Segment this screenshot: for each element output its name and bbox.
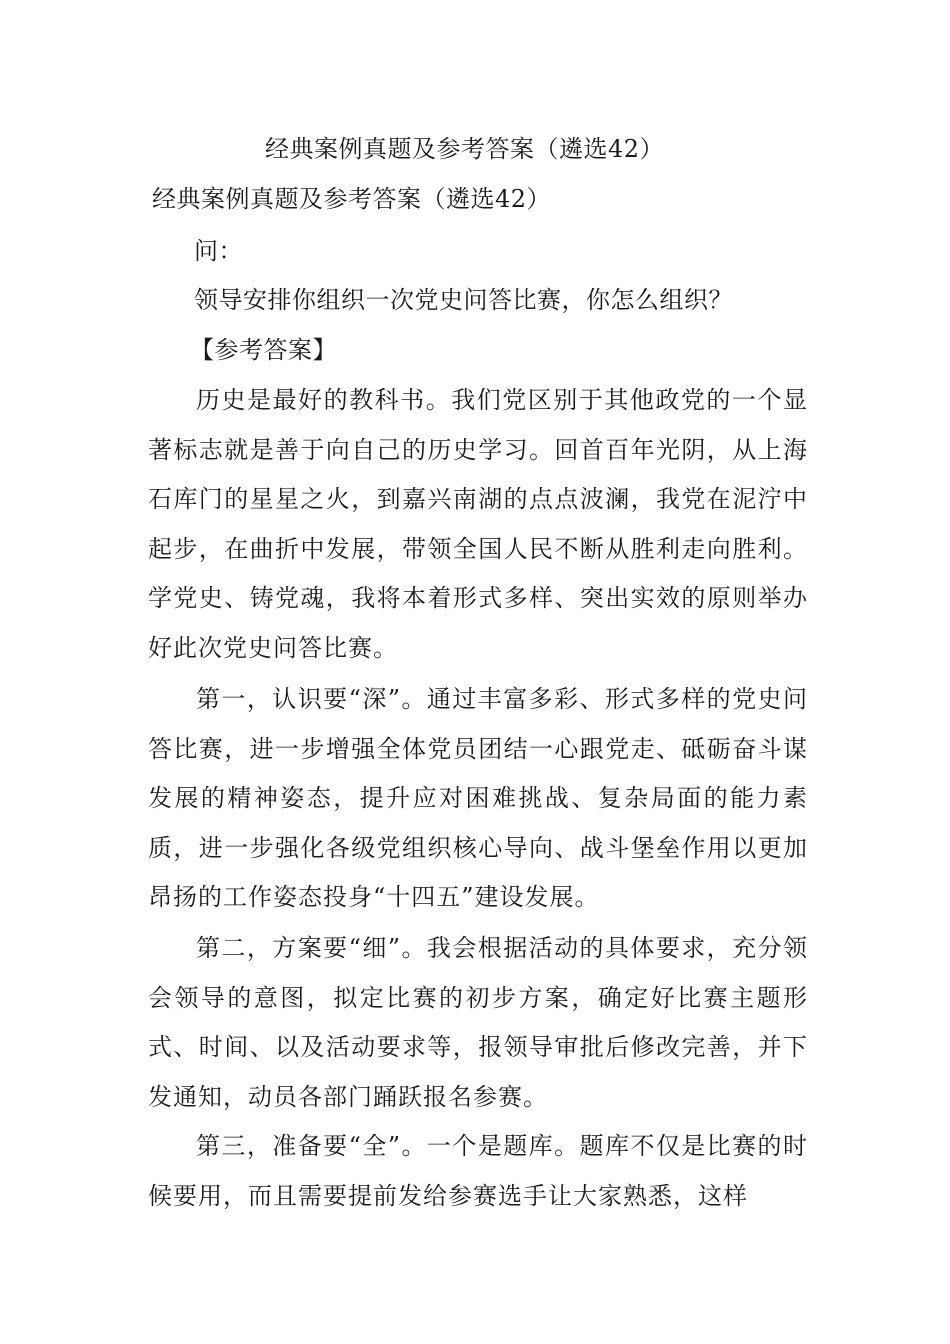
document-title: 经典案例真题及参考答案（遴选42） [152, 185, 552, 213]
paragraph-3: 第二，方案要“细”。我会根据活动的具体要求，充分领会领导的意图，拟定比赛的初步方案，确定好比赛主题形式、时间、以及活动要求等，报领导审批后修改完善，并下发通知，动员各部门踊跃报名参赛。 [148, 934, 808, 1111]
paragraph-2: 第一，认识要“深”。通过丰富多彩、形式多样的党史问答比赛，进一步增强全体党员团结一心跟党走、砥砺奋斗谋发展的精神姿态，提升应对困难挑战、复杂局面的能力素质，进一步强化各级党组织核心导向、战斗堡垒作用以更加昂扬的工作姿态投身“十四五”建设发展。 [148, 685, 808, 911]
answer-label: 【参考答案】 [190, 336, 337, 364]
paragraph-1: 历史是最好的教科书。我们党区别于其他政党的一个显著标志就是善于向自己的历史学习。回首百年光阴，从上海石库门的星星之火，到嘉兴南湖的点点波澜，我党在泥泞中起步，在曲折中发展，带领全国人民不断从胜利走向胜利。学党史、铸党魂，我将本着形式多样、突出实效的原则举办好此次党史问答比赛。 [148, 386, 808, 662]
paragraph-4: 第三，准备要“全”。一个是题库。题库不仅是比赛的时候要用，而且需要提前发给参赛选手让大家熟悉，这样 [148, 1132, 808, 1210]
question-label: 问： [194, 237, 243, 265]
question-text: 领导安排你组织一次党史问答比赛，你怎么组织？ [194, 286, 733, 314]
header-title: 经典案例真题及参考答案（遴选42） [265, 135, 665, 163]
